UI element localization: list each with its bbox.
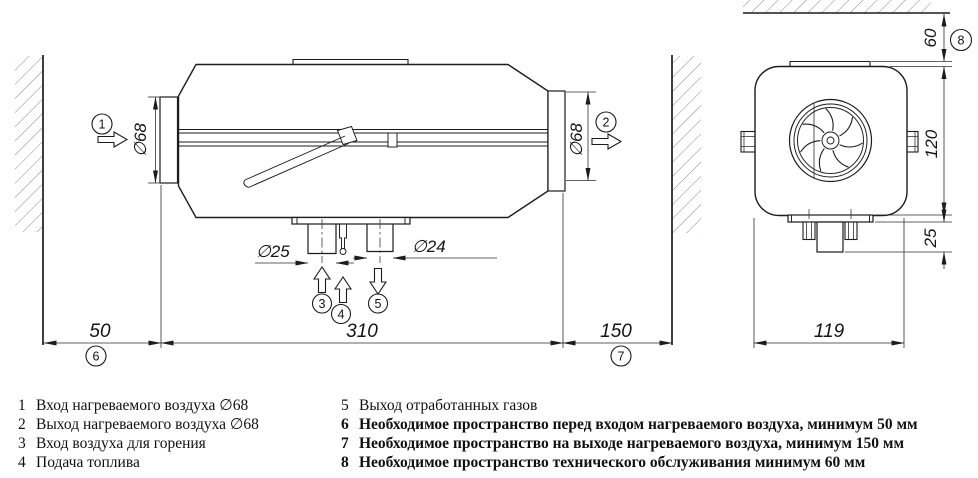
legend-item-5 — [341, 396, 918, 415]
fan-impeller — [790, 100, 872, 182]
dim-119-label: 119 — [813, 321, 845, 342]
exhaust-arrow-icon — [370, 269, 386, 295]
dim-dia24-label: ∅24 — [412, 237, 446, 256]
legend-column-left — [18, 396, 259, 472]
wall-left — [15, 55, 43, 345]
legend-text: Выход нагреваемого воздуха ∅68 — [36, 416, 259, 433]
front-view — [741, 0, 972, 348]
wall-right — [672, 55, 701, 345]
dim-120-label: 120 — [922, 129, 941, 159]
fan-hub — [822, 132, 839, 149]
air-outlet-arrow-icon — [592, 134, 621, 149]
heater-body-front — [741, 62, 918, 253]
heater-body-side — [160, 60, 565, 225]
legend-text: Необходимое пространство на выходе нагреваемого воздуха, минимум 150 мм — [359, 435, 905, 452]
bottom-connector — [817, 222, 843, 252]
legend-text: Вход нагреваемого воздуха ∅68 — [36, 397, 249, 414]
ceiling — [743, 0, 950, 13]
legend-item-4 — [18, 453, 259, 472]
dim-dia25-label: ∅25 — [256, 242, 290, 261]
legend-item-7 — [341, 434, 918, 453]
top-bracket-front — [790, 62, 870, 67]
dimension-dia68-left — [131, 97, 163, 183]
fuel-supply-arrow-icon — [335, 277, 351, 303]
svg-text:4: 4 — [337, 307, 345, 322]
legend-num: 7 — [341, 435, 349, 452]
legend-item-8 — [341, 453, 918, 472]
legend-num: 6 — [341, 416, 349, 433]
callout-3 — [313, 267, 332, 313]
mounting-plate-front — [788, 215, 873, 222]
legend-item-6 — [341, 415, 918, 434]
svg-text:1: 1 — [98, 117, 106, 132]
dim-dia68-left-label: ∅68 — [131, 123, 150, 157]
legend-num: 3 — [18, 435, 26, 452]
legend-item-3 — [18, 434, 259, 453]
callout-7 — [611, 346, 631, 366]
callout-1 — [92, 114, 127, 147]
bottom-pipes — [308, 219, 393, 263]
svg-text:6: 6 — [92, 349, 100, 364]
svg-text:7: 7 — [617, 349, 625, 364]
callout-4 — [332, 277, 352, 324]
legend-text: Необходимое пространство технического обслуживания минимум 60 мм — [359, 454, 866, 471]
legend-text: Необходимое пространство перед входом нагреваемого воздуха, минимум 50 мм — [359, 416, 918, 433]
legend-num: 4 — [18, 454, 26, 471]
callout-5 — [369, 269, 388, 314]
inlet-flange — [160, 97, 178, 183]
dimension-60 — [871, 14, 952, 62]
dim-60-label: 60 — [921, 28, 940, 48]
legend-item-1 — [18, 396, 259, 415]
dimension-dia24 — [353, 237, 497, 258]
top-bracket — [293, 60, 408, 65]
svg-text:3: 3 — [318, 297, 326, 311]
legend-text: Выход отработанных газов — [359, 397, 538, 414]
legend-item-2 — [18, 415, 259, 434]
mounting-plate-side — [292, 218, 410, 225]
callout-6 — [86, 346, 106, 366]
dim-310-label: 310 — [346, 321, 378, 342]
dim-25-label: 25 — [921, 228, 940, 248]
legend-num: 8 — [341, 454, 349, 471]
side-view — [15, 55, 701, 366]
combustion-air-arrow-icon — [314, 267, 330, 293]
legend-text: Вход воздуха для горения — [36, 435, 206, 452]
dimension-dia25 — [255, 242, 354, 263]
legend-text: Подача топлива — [36, 454, 140, 471]
svg-text:5: 5 — [374, 297, 382, 311]
dim-150-label: 150 — [600, 321, 632, 342]
legend — [0, 391, 978, 478]
fuel-line — [340, 224, 347, 255]
legend-column-right — [341, 396, 918, 472]
dim-50-label: 50 — [89, 321, 111, 342]
legend-num: 1 — [18, 397, 26, 414]
legend-num: 5 — [341, 397, 349, 414]
dim-dia68-right-label: ∅68 — [567, 123, 586, 157]
legend-num: 2 — [18, 416, 26, 433]
dimension-dia68-right — [566, 92, 596, 181]
band-clip — [388, 133, 397, 147]
outlet-flange — [548, 91, 565, 191]
callout-2 — [592, 112, 621, 149]
svg-text:2: 2 — [602, 115, 610, 130]
svg-text:8: 8 — [957, 33, 965, 48]
callout-8 — [951, 30, 972, 51]
